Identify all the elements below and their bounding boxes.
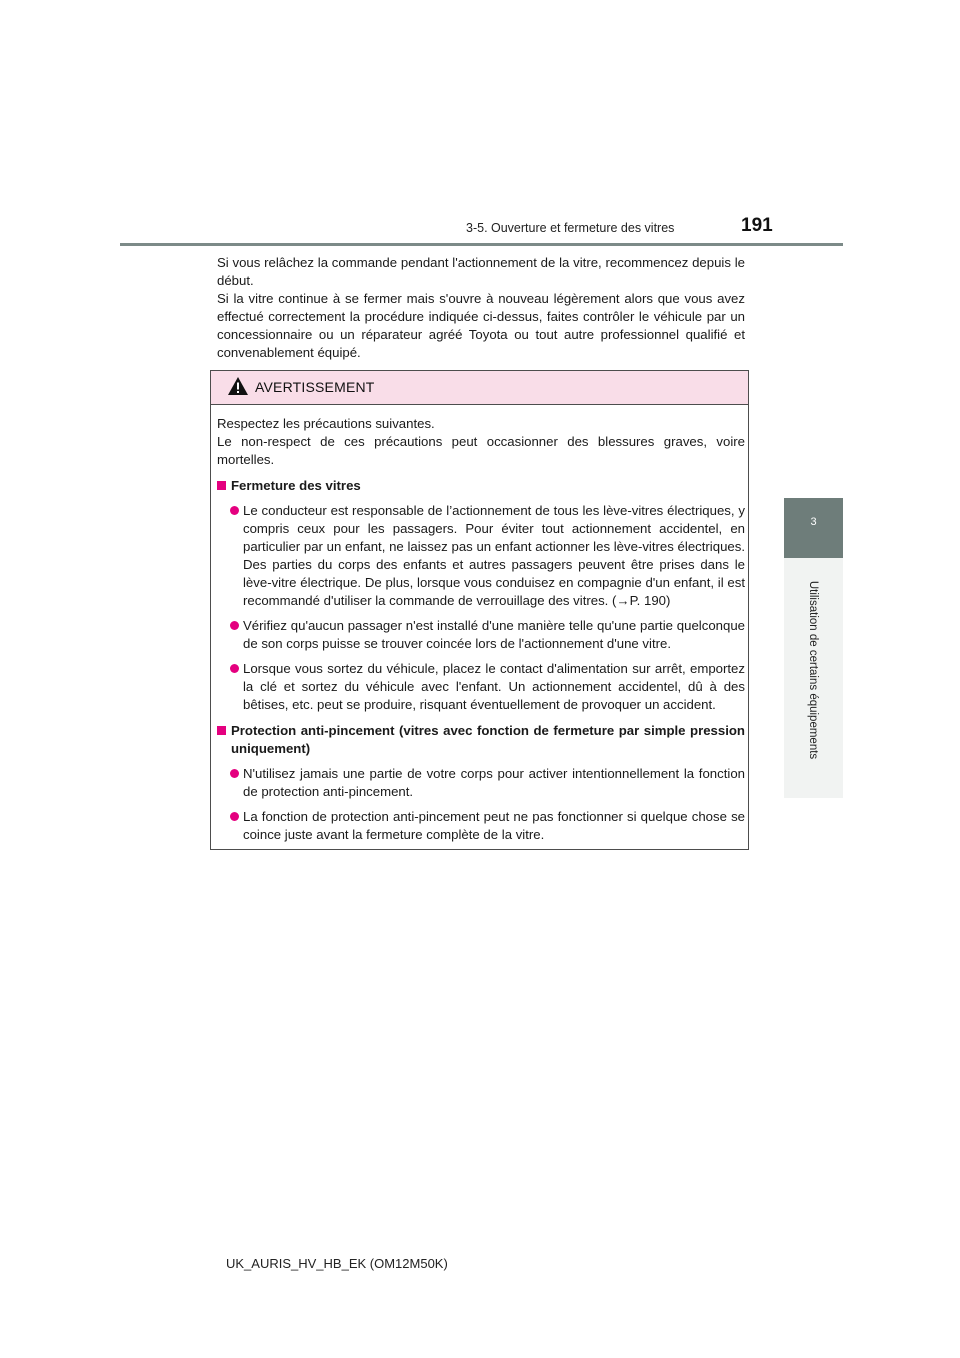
section-title: 3-5. Ouverture et fermeture des vitres (466, 221, 675, 235)
list-item: N'utilisez jamais une partie de votre corps pour activer intentionnellement la fonction de protection anti-pincement. (217, 765, 745, 801)
list-item: La fonction de protection anti-pincement peut ne pas fonctionner si quelque chose se coince juste avant la fermeture complète de la vitre. (217, 808, 745, 844)
chapter-number: 3 (810, 516, 817, 528)
intro-paragraph: Si vous relâchez la commande pendant l'actionnement de la vitre, recommencez depuis le début. (217, 255, 745, 288)
intro-text (217, 254, 745, 362)
warning-intro-line: Le non-respect de ces précautions peut occasionner des blessures graves, voire mortelles. (217, 434, 745, 467)
list-item: Vérifiez qu'aucun passager n'est installé d'une manière telle qu'une partie quelconque de son corps puisse se trouver coincée lors de l'actionnement d'une vitre. (217, 617, 745, 653)
warning-title: AVERTISSEMENT (255, 379, 375, 395)
section-heading: Protection anti-pincement (vitres avec fonction de fermeture par simple pression uniquement) (217, 722, 745, 758)
chapter-label: Utilisation de certains équipements (807, 580, 819, 760)
document-code: UK_AURIS_HV_HB_EK (OM12M50K) (226, 1256, 448, 1271)
square-bullet-icon (217, 481, 226, 490)
section-heading: Fermeture des vitres (217, 477, 745, 495)
bullet-dot-icon (230, 506, 239, 515)
list-item: Le conducteur est responsable de l’actionnement de tous les lève-vitres électriques, y compris ceux pour les passagers. Pour éviter tout actionnement accidentel, en particulier par un enfant, ne laissez pas un enfant actionner les lève-vitres électriques. Des parties du corps des enfants et autres passagers peuvent être prises dans le lève-vitre électrique. De plus, lorsque vous conduisez en compagnie d'un enfant, il est recommandé d'utiliser la commande de verrouillage des vitres. (→P. 190) (217, 502, 745, 610)
bullet-dot-icon (230, 812, 239, 821)
warning-intro-line: Respectez les précautions suivantes. (217, 416, 435, 431)
intro-paragraph: Si la vitre continue à se fermer mais s'ouvre à nouveau légèrement alors que vous avez effectué correctement la procédure indiquée ci-dessus, faites contrôler le véhicule par un concessionnaire ou un réparateur agréé Toyota ou tout autre professionnel qualifié et convenablement équipé. (217, 291, 745, 360)
square-bullet-icon (217, 726, 226, 735)
bullet-dot-icon (230, 769, 239, 778)
list-item: Lorsque vous sortez du véhicule, placez le contact d'alimentation sur arrêt, emportez la clé et sortez du véhicule avec l'enfant. Un actionnement accidentel, dû à des bêtises, etc. peut se produire, risquant éventuellement de provoquer un accident. (217, 660, 745, 714)
page-number: 191 (741, 215, 773, 236)
warning-triangle-icon (227, 376, 249, 396)
header-divider (120, 243, 843, 246)
bullet-dot-icon (230, 621, 239, 630)
bullet-dot-icon (230, 664, 239, 673)
warning-body (217, 415, 745, 844)
chapter-tab[interactable] (784, 498, 843, 558)
warning-header (211, 371, 748, 405)
warning-box (210, 370, 749, 850)
